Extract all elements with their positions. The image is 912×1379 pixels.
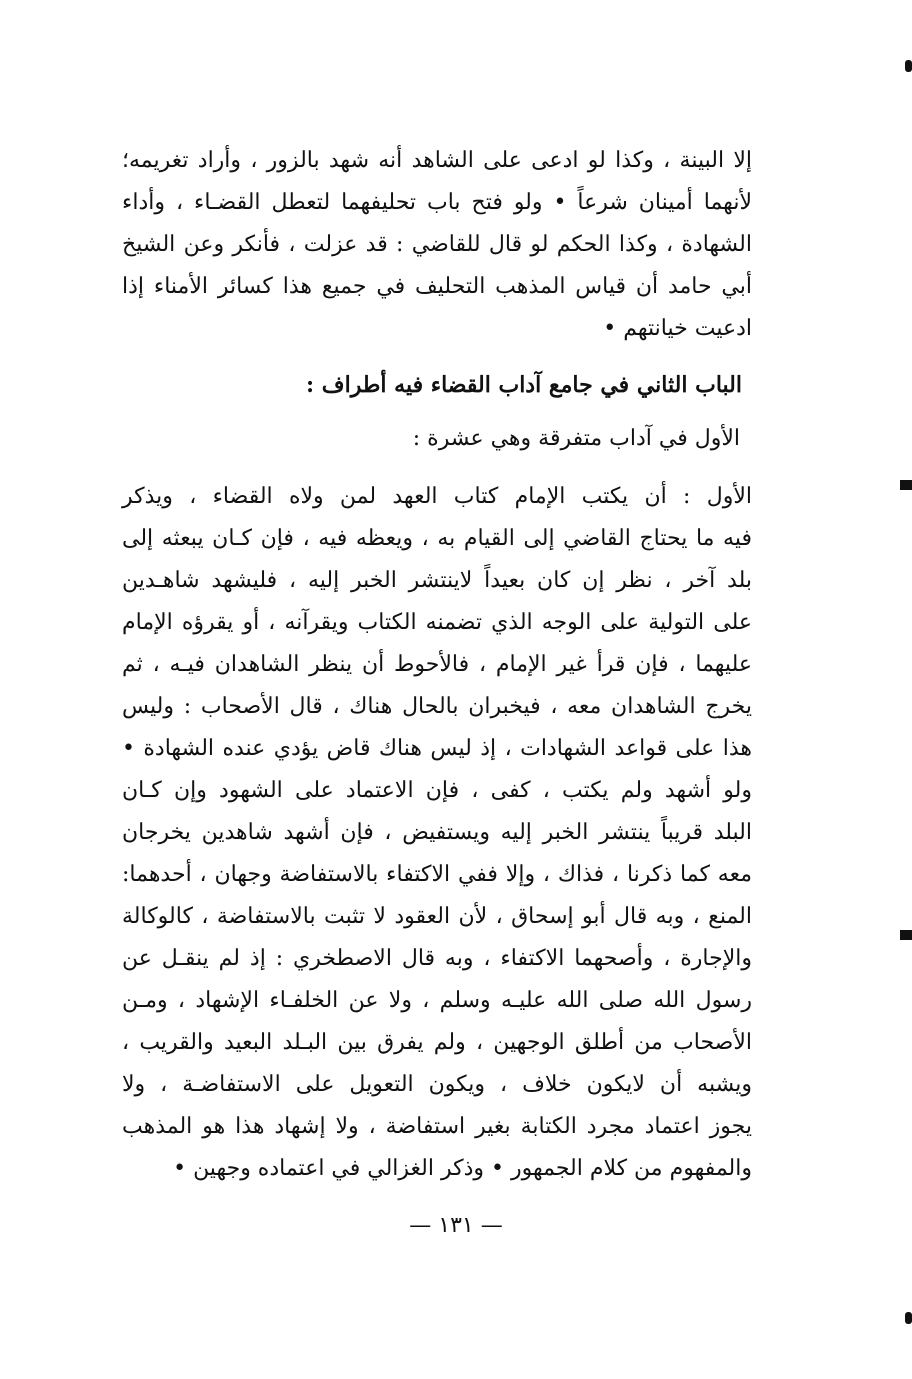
scan-mark [900, 930, 912, 940]
text-line: أبي حامد أن قياس المذهب التحليف في جميع هذا كسائر الأمناء إذا [122, 274, 752, 299]
text-line: معه كما ذكرنا ، فذاك ، وإلا ففي الاكتفاء بالاستفاضة وجهان ، أحدهما: [122, 862, 752, 887]
text-line: هذا على قواعد الشهادات ، إذ ليس هناك قاض يؤدي عنده الشهادة • [122, 736, 752, 761]
text-line: البلد قريباً ينتشر الخبر إليه ويستفيض ، فإن أشهد شاهدين يخرجان [122, 820, 752, 845]
text-line: فيه ما يحتاج القاضي إلى القيام به ، ويعظه فيه ، فإن كـان يبعثه إلى [122, 526, 752, 551]
text-line: ادعيت خيانتهم • [603, 316, 752, 341]
scan-mark [905, 1312, 912, 1324]
text-line: بلد آخر ، نظر إن كان بعيداً لاينتشر الخبر إليه ، فليشهد شاهـدين [122, 568, 752, 593]
scan-mark [905, 60, 912, 72]
text-line: يخرج الشاهدان معه ، فيخبران بالحال هناك ، قال الأصحاب : وليس [122, 694, 752, 719]
page-number: — ١٣١ — [409, 1213, 503, 1238]
text-line: على التولية على الوجه الذي تضمنه الكتاب ويقرآنه ، أو يقرؤه الإمام [122, 610, 752, 635]
text-line: المنع ، وبه قال أبو إسحاق ، لأن العقود لا تثبت بالاستفاضة ، كالوكالة [122, 904, 752, 929]
text-line: رسول الله صلى الله عليـه وسلم ، ولا عن الخلفـاء الإشهاد ، ومـن [122, 988, 752, 1013]
text-line: يجوز اعتماد مجرد الكتابة بغير استفاضة ، ولا إشهاد هذا هو المذهب [122, 1114, 752, 1139]
text-line: الأول : أن يكتب الإمام كتاب العهد لمن ولاه القضاء ، ويذكر [122, 484, 752, 509]
section-heading: الأول في آداب متفرقة وهي عشرة : [412, 426, 740, 451]
text-line: عليهما ، فإن قرأ غير الإمام ، فالأحوط أن ينظر الشاهدان فيـه ، ثم [122, 652, 752, 677]
chapter-heading: الباب الثاني في جامع آداب القضاء فيه أطراف : [306, 372, 742, 398]
text-line: والمفهوم من كلام الجمهور • وذكر الغزالي في اعتماده وجهين • [173, 1156, 752, 1181]
text-line: إلا البينة ، وكذا لو ادعى على الشاهد أنه شهد بالزور ، وأراد تغريمه؛ [122, 148, 752, 173]
text-line: الشهادة ، وكذا الحكم لو قال للقاضي : قد عزلت ، فأنكر وعن الشيخ [122, 232, 752, 257]
paragraph-witness-oath [122, 140, 752, 350]
text-line: ويشبه أن لايكون خلاف ، ويكون التعويل على الاستفاضـة ، ولا [122, 1072, 752, 1097]
text-line: الأصحاب من أطلق الوجهين ، ولم يفرق بين البـلد البعيد والقريب ، [122, 1030, 752, 1055]
text-line: لأنهما أمينان شرعاً • ولو فتح باب تحليفهما لتعطل القضـاء ، وأداء [122, 190, 752, 215]
text-line: والإجارة ، وأصحهما الاكتفاء ، وبه قال الاصطخري : إذ لم ينقـل عن [122, 946, 752, 971]
text-line: ولو أشهد ولم يكتب ، كفى ، فإن الاعتماد على الشهود وإن كـان [122, 778, 752, 803]
paragraph-first-etiquette [122, 476, 752, 1190]
scan-mark [900, 480, 912, 490]
